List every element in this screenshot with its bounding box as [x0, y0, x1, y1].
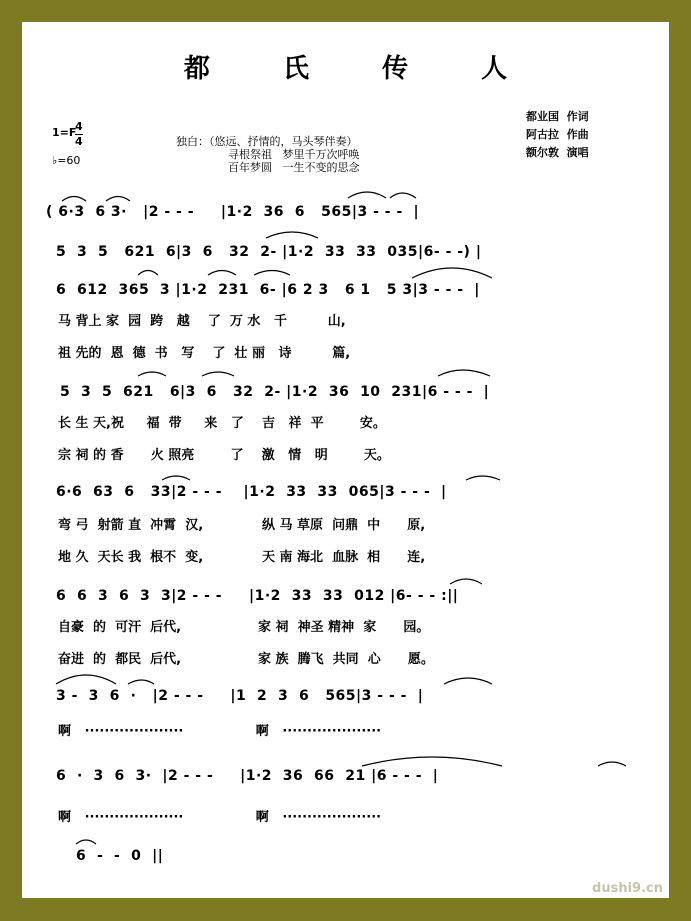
lyric-row: 祖 先的 恩 德 书 写 了 壮 丽 诗 篇,	[58, 346, 351, 361]
score-sheet	[22, 22, 669, 898]
intro-line-2: 寻根祭祖 梦里千万次呼唤	[228, 148, 360, 161]
lyric-row: 啊 ···················· 啊 ····················	[58, 810, 382, 825]
notation-row: 5 3 5 621 6|3 6 32 2- |1·2 36 10 231|6 - - - |	[60, 384, 490, 400]
lyricist-credit: 都业国 作词	[526, 110, 589, 123]
song-title: 都 氏 传 人	[183, 54, 540, 84]
notation-row: 6 · 3 6 3· |2 - - - |1·2 36 66 21 |6 - - - |	[56, 768, 439, 784]
intro-line-1: 独白：（悠远、抒情的，马头琴伴奏）	[176, 135, 358, 148]
lyric-row: 马 背上 家 园 跨 越 了 万 水 千 山,	[58, 314, 346, 329]
lyric-row: 弯 弓 射箭 直 冲霄 汉, 纵 马 草原 问鼎 中 原,	[58, 518, 426, 533]
notation-row: ( 6·3 6 3· |2 - - - |1·2 36 6 565|3 - - - |	[46, 204, 420, 220]
time-signature-bottom: 4	[75, 135, 83, 148]
lyric-row: 啊 ···················· 啊 ····················	[58, 724, 382, 739]
singer-credit: 额尔敦 演唱	[526, 146, 589, 159]
key-signature: 1=F	[52, 126, 77, 139]
notation-row: 6 612 365 3 |1·2 231 6- |6 2 3 6 1 5 3|3 - - - |	[56, 282, 480, 298]
lyric-row: 长 生 天,祝 福 带 来 了 吉 祥 平 安。	[58, 416, 386, 431]
notation-row: 6 6 3 6 3 3|2 - - - |1·2 33 33 012 |6- - - :||	[56, 588, 459, 604]
tempo-mark: ♭=60	[52, 154, 81, 167]
lyric-row: 自豪 的 可汗 后代, 家 祠 神圣 精神 家 园。	[58, 620, 430, 635]
notation-row: 6 - - 0 ||	[76, 848, 164, 864]
notation-row: 3 - 3 6 · |2 - - - |1 2 3 6 565|3 - - - |	[56, 688, 424, 704]
notation-row: 6·6 63 6 33|2 - - - |1·2 33 33 065|3 - - - |	[56, 484, 447, 500]
time-signature-top: 4	[75, 120, 83, 133]
lyric-row: 宗 祠 的 香 火 照亮 了 激 情 明 天。	[58, 448, 390, 463]
lyric-row: 奋进 的 都民 后代, 家 族 腾飞 共同 心 愿。	[58, 652, 434, 667]
notation-row: 5 3 5 621 6|3 6 32 2- |1·2 33 33 035|6- - -) |	[56, 244, 482, 260]
watermark: dushi9.cn	[592, 881, 663, 896]
intro-line-3: 百年梦圆 一生不变的思念	[228, 161, 360, 174]
lyric-row: 地 久 天长 我 根不 变, 天 南 海北 血脉 相 连,	[58, 550, 426, 565]
composer-credit: 阿古拉 作曲	[526, 128, 589, 141]
